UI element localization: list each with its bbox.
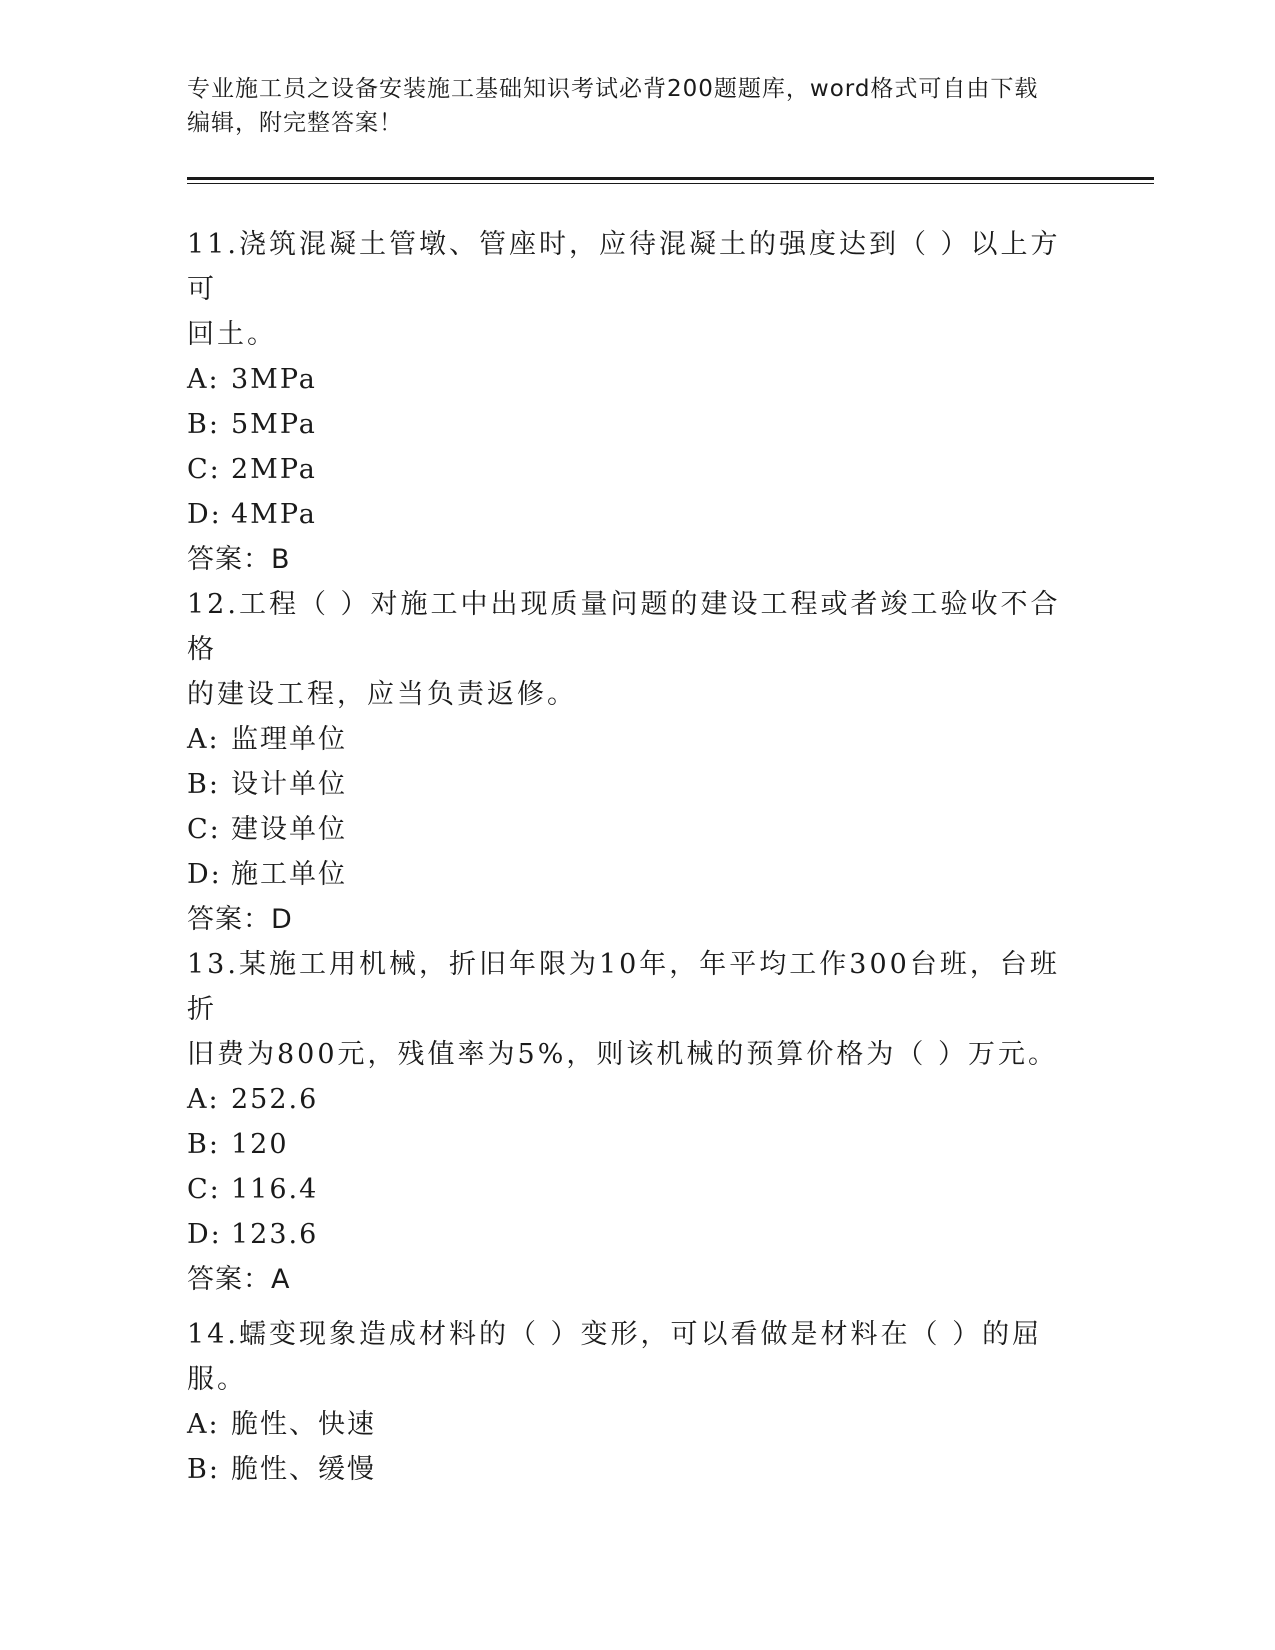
option-text: 123.6	[231, 1219, 319, 1250]
answer-label: 答案：B	[187, 544, 291, 575]
document-header	[187, 72, 1087, 140]
option-key: C:	[187, 1174, 221, 1205]
option-c	[187, 447, 1067, 492]
option-text: 监理单位	[231, 724, 347, 755]
header-line-2: 编辑，附完整答案！	[187, 110, 403, 136]
option-b	[187, 1447, 1067, 1492]
answer-label: 答案：A	[187, 1264, 291, 1295]
option-b	[187, 402, 1067, 447]
question-stem-line: 旧费为800元，残值率为5%，则该机械的预算价格为（ ）万元。	[187, 1039, 1058, 1070]
option-b	[187, 762, 1067, 807]
option-a	[187, 357, 1067, 402]
option-text: 3MPa	[231, 364, 317, 395]
header-divider-thin	[187, 183, 1154, 184]
option-text: 116.4	[231, 1174, 319, 1205]
question-stem-line: 12.工程（ ）对施工中出现质量问题的建设工程或者竣工验收不合格	[187, 589, 1061, 665]
option-text: 2MPa	[231, 454, 317, 485]
option-d	[187, 852, 1067, 897]
option-a	[187, 1077, 1067, 1122]
question-stem-line: 的建设工程，应当负责返修。	[187, 679, 577, 710]
question-14	[187, 1312, 1067, 1492]
question-13	[187, 942, 1067, 1302]
question-stem-line: 14.蠕变现象造成材料的（ ）变形，可以看做是材料在（ ）的屈服。	[187, 1319, 1043, 1395]
option-key: C:	[187, 454, 221, 485]
option-d	[187, 1212, 1067, 1257]
option-text: 5MPa	[231, 409, 317, 440]
option-key: A:	[187, 1084, 220, 1115]
option-c	[187, 807, 1067, 852]
option-a	[187, 717, 1067, 762]
option-key: D:	[187, 499, 222, 530]
option-text: 施工单位	[231, 859, 347, 890]
option-key: D:	[187, 1219, 222, 1250]
option-c	[187, 1167, 1067, 1212]
option-key: B:	[187, 409, 220, 440]
option-key: C:	[187, 814, 221, 845]
option-key: D:	[187, 859, 222, 890]
option-text: 脆性、缓慢	[231, 1454, 376, 1485]
header-divider-thick	[187, 177, 1154, 180]
option-key: B:	[187, 1454, 220, 1485]
question-11	[187, 222, 1067, 582]
option-text: 建设单位	[231, 814, 347, 845]
option-text: 120	[231, 1129, 289, 1160]
option-key: A:	[187, 1409, 220, 1440]
option-key: B:	[187, 1129, 220, 1160]
header-line-1: 专业施工员之设备安装施工基础知识考试必背200题题库，word格式可自由下载	[187, 76, 1039, 102]
option-key: A:	[187, 724, 220, 755]
option-text: 设计单位	[231, 769, 347, 800]
question-stem-line: 13.某施工用机械，折旧年限为10年，年平均工作300台班，台班折	[187, 949, 1060, 1025]
question-12	[187, 582, 1067, 942]
option-key: B:	[187, 769, 220, 800]
option-text: 4MPa	[231, 499, 317, 530]
question-stem-line: 回土。	[187, 319, 277, 350]
option-b	[187, 1122, 1067, 1167]
option-text: 252.6	[231, 1084, 319, 1115]
option-text: 脆性、快速	[231, 1409, 376, 1440]
answer-label: 答案：D	[187, 904, 293, 935]
option-key: A:	[187, 364, 220, 395]
option-d	[187, 492, 1067, 537]
option-a	[187, 1402, 1067, 1447]
question-stem-line: 11.浇筑混凝土管墩、管座时，应待混凝土的强度达到（ ）以上方可	[187, 229, 1061, 305]
